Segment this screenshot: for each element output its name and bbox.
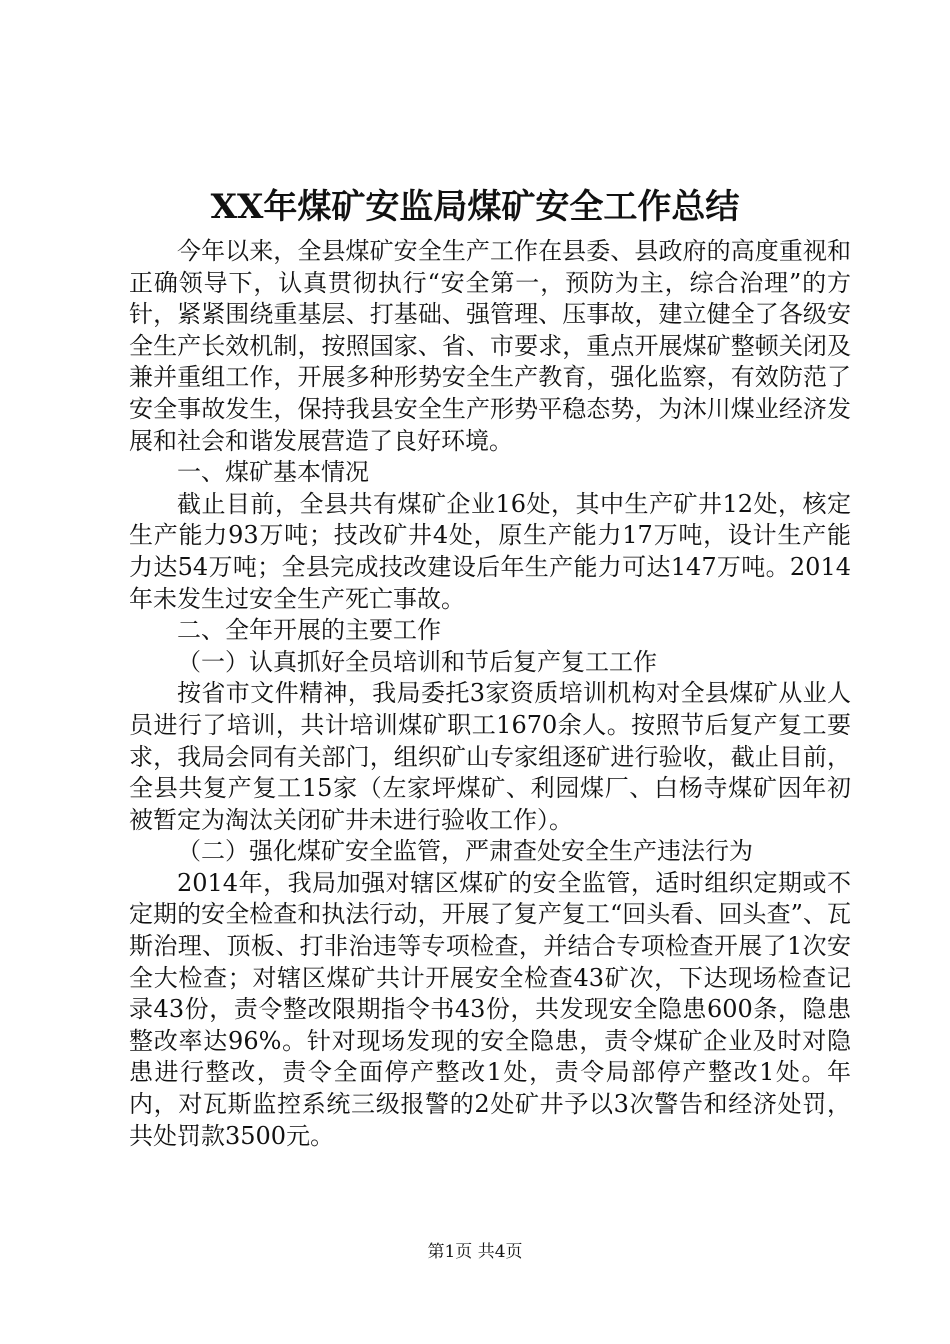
paragraph-intro: 今年以来，全县煤矿安全生产工作在县委、县政府的高度重视和正确领导下，认真贯彻执行“安全第一，预防为主，综合治理”的方针，紧紧围绕重基层、打基础、强管理、压事故，建立健全了各级安全生产长效机制，按照国家、省、市要求，重点开展煤矿整顿关闭及兼并重组工作，开展多种形势安全生产教育，强化监察，有效防范了安全事故发生，保持我县安全生产形势平稳态势，为沐川煤业经济发展和社会和谐发展营造了良好环境。 [129,237,851,455]
section-heading-main-work: 二、全年开展的主要工作 [177,616,441,645]
document-title: XX年煤矿安监局煤矿安全工作总结 [210,187,740,227]
subsection-heading-supervision: （二）强化煤矿安全监管，严肃查处安全生产违法行为 [177,837,753,866]
paragraph-basic-situation: 截止目前，全县共有煤矿企业16处，其中生产矿井12处，核定生产能力93万吨；技改矿井4处，原生产能力17万吨，设计生产能力达54万吨；全县完成技改建设后年生产能力可达147万吨。2014年未发生过安全生产死亡事故。 [129,489,851,613]
paragraph-supervision: 2014年，我局加强对辖区煤矿的安全监管，适时组织定期或不定期的安全检查和执法行动，开展了复产复工“回头看、回头查”、瓦斯治理、顶板、打非治违等专项检查，并结合专项检查开展了1次安全大检查；对辖区煤矿共计开展安全检查43矿次，下达现场检查记录43份，责令整改限期指令书43份，共发现安全隐患600条，隐患整改率达96%。针对现场发现的安全隐患，责令煤矿企业及时对隐患进行整改，责令全面停产整改1处，责令局部停产整改1处。年内，对瓦斯监控系统三级报警的2处矿井予以3次警告和经济处罚，共处罚款3500元。 [129,868,851,1150]
page-footer: 第1页 共4页 [427,1242,523,1262]
section-heading-basic-situation: 一、煤矿基本情况 [177,458,369,487]
paragraph-training: 按省市文件精神，我局委托3家资质培训机构对全县煤矿从业人员进行了培训，共计培训煤矿职工1670余人。按照节后复产复工要求，我局会同有关部门，组织矿山专家组逐矿进行验收，截止目前，全县共复产复工15家（左家坪煤矿、利园煤厂、白杨寺煤矿因年初被暂定为淘汰关闭矿井未进行验收工作）。 [129,679,851,834]
document-body [129,236,851,1152]
subsection-heading-training: （一）认真抓好全员培训和节后复产复工工作 [177,647,657,676]
